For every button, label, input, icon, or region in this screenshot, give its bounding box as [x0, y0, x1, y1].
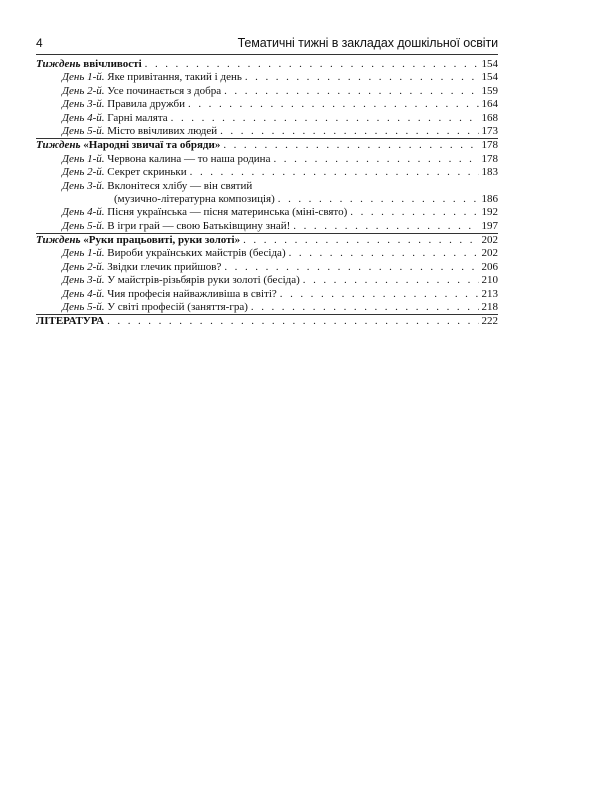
page-ref: 173 [481, 124, 498, 137]
page-ref: 186 [481, 192, 498, 205]
day-title: Звідки глечик прийшов? [107, 260, 222, 273]
dot-leader [350, 206, 478, 219]
page-ref: 159 [481, 84, 498, 97]
toc-day-entry[interactable] [36, 112, 498, 125]
page-header [36, 36, 498, 55]
toc-day-entry[interactable] [36, 153, 498, 166]
day-prefix: День 1-й. [62, 152, 105, 165]
page-ref: 154 [481, 71, 498, 84]
dot-leader [107, 315, 478, 328]
running-title: Тематичні тижні в закладах дошкільної освіти [237, 36, 498, 50]
day-prefix: День 3-й. [62, 98, 105, 111]
week-prefix: Тиждень [36, 58, 81, 70]
page-ref: 183 [481, 166, 498, 179]
page-ref: 213 [481, 287, 498, 300]
dot-leader [280, 288, 479, 301]
week-prefix: Тиждень [36, 234, 81, 247]
dot-leader [273, 153, 478, 166]
page-ref: 192 [481, 206, 498, 219]
page-ref: 178 [481, 152, 498, 165]
day-title: Яке привітання, такий і день [107, 71, 242, 84]
day-prefix: День 5-й. [62, 219, 105, 232]
dot-leader [251, 301, 479, 314]
page-ref: 164 [481, 98, 498, 111]
day-title: Правила дружби [107, 98, 186, 111]
table-of-contents [36, 58, 498, 329]
toc-week-entry[interactable] [36, 58, 498, 71]
week-title: ввічливості [83, 58, 142, 70]
day-prefix: День 2-й. [62, 166, 105, 179]
toc-day-entry-continuation[interactable] [36, 193, 498, 206]
page-ref: 197 [481, 219, 498, 232]
day-prefix: День 1-й. [62, 247, 105, 260]
dot-leader [145, 58, 479, 71]
day-prefix: День 2-й. [62, 84, 105, 97]
day-title: У світі професій (заняття-гра) [107, 301, 248, 314]
toc-day-entry[interactable] [36, 288, 498, 301]
toc-day-entry[interactable] [36, 125, 498, 138]
toc-day-entry[interactable] [36, 180, 498, 193]
day-title: Секрет скриньки [107, 166, 187, 179]
day-prefix: День 2-й. [62, 260, 105, 273]
day-prefix: День 4-й. [62, 206, 105, 219]
toc-day-entry[interactable] [36, 274, 498, 287]
page-ref: 178 [481, 139, 498, 152]
day-prefix: День 4-й. [62, 287, 105, 300]
page-ref: 168 [481, 111, 498, 124]
dot-leader [278, 193, 479, 206]
day-title: Пісня українська — пісня материнська (міні-свято) [107, 206, 348, 219]
dot-leader [243, 234, 478, 247]
day-title: Усе починається з добра [107, 84, 222, 97]
day-title: Вироби українських майстрів (бесіда) [107, 247, 286, 260]
page-ref: 222 [481, 315, 498, 328]
day-title-continuation: (музично-літературна композиція) [114, 192, 275, 205]
dot-leader [293, 220, 478, 233]
day-title: Місто ввічливих людей [107, 124, 218, 137]
page-ref: 210 [481, 274, 498, 287]
toc-week-entry[interactable] [36, 138, 498, 152]
day-prefix: День 5-й. [62, 124, 105, 137]
dot-leader [223, 139, 478, 152]
dot-leader [171, 112, 479, 125]
page-ref: 154 [481, 58, 498, 70]
page-ref: 202 [481, 234, 498, 247]
week-title: «Руки працьовиті, руки золоті» [83, 234, 241, 247]
dot-leader [303, 274, 479, 287]
day-title: Гарні малята [107, 111, 168, 124]
day-title: Червона калина — то наша родина [107, 152, 271, 165]
day-title: Чия професія найважливіша в світі? [107, 287, 277, 300]
page-ref: 202 [481, 247, 498, 260]
day-title: В ігри грай — свою Батьківщину знай! [107, 219, 291, 232]
toc-day-entry[interactable] [36, 166, 498, 179]
toc-literature-entry[interactable] [36, 314, 498, 328]
toc-day-entry[interactable] [36, 247, 498, 260]
week-title: «Народні звичаї та обряди» [83, 139, 221, 152]
day-prefix: День 3-й. [62, 274, 105, 287]
toc-day-entry[interactable] [36, 261, 498, 274]
toc-day-entry[interactable] [36, 71, 498, 84]
day-title: Вклонітеся хлібу — він святий [107, 179, 253, 192]
day-prefix: День 1-й. [62, 71, 105, 84]
toc-week-entry[interactable] [36, 233, 498, 247]
dot-leader [245, 71, 479, 84]
literature-title: ЛІТЕРАТУРА [36, 315, 105, 328]
page-number: 4 [36, 36, 43, 50]
page-ref: 206 [481, 260, 498, 273]
toc-day-entry[interactable] [36, 301, 498, 314]
toc-day-entry[interactable] [36, 206, 498, 219]
dot-leader [289, 247, 479, 260]
dot-leader [224, 85, 478, 98]
dot-leader [220, 125, 478, 138]
toc-day-entry[interactable] [36, 220, 498, 233]
toc-day-entry[interactable] [36, 98, 498, 111]
day-title: У майстрів-різьбярів руки золоті (бесіда) [107, 274, 300, 287]
page-ref: 218 [481, 301, 498, 314]
week-prefix: Тиждень [36, 139, 81, 152]
day-prefix: День 5-й. [62, 301, 105, 314]
dot-leader [224, 261, 478, 274]
toc-day-entry[interactable] [36, 85, 498, 98]
dot-leader [190, 166, 479, 179]
dot-leader [188, 98, 478, 111]
day-prefix: День 3-й. [62, 179, 105, 192]
day-prefix: День 4-й. [62, 111, 105, 124]
